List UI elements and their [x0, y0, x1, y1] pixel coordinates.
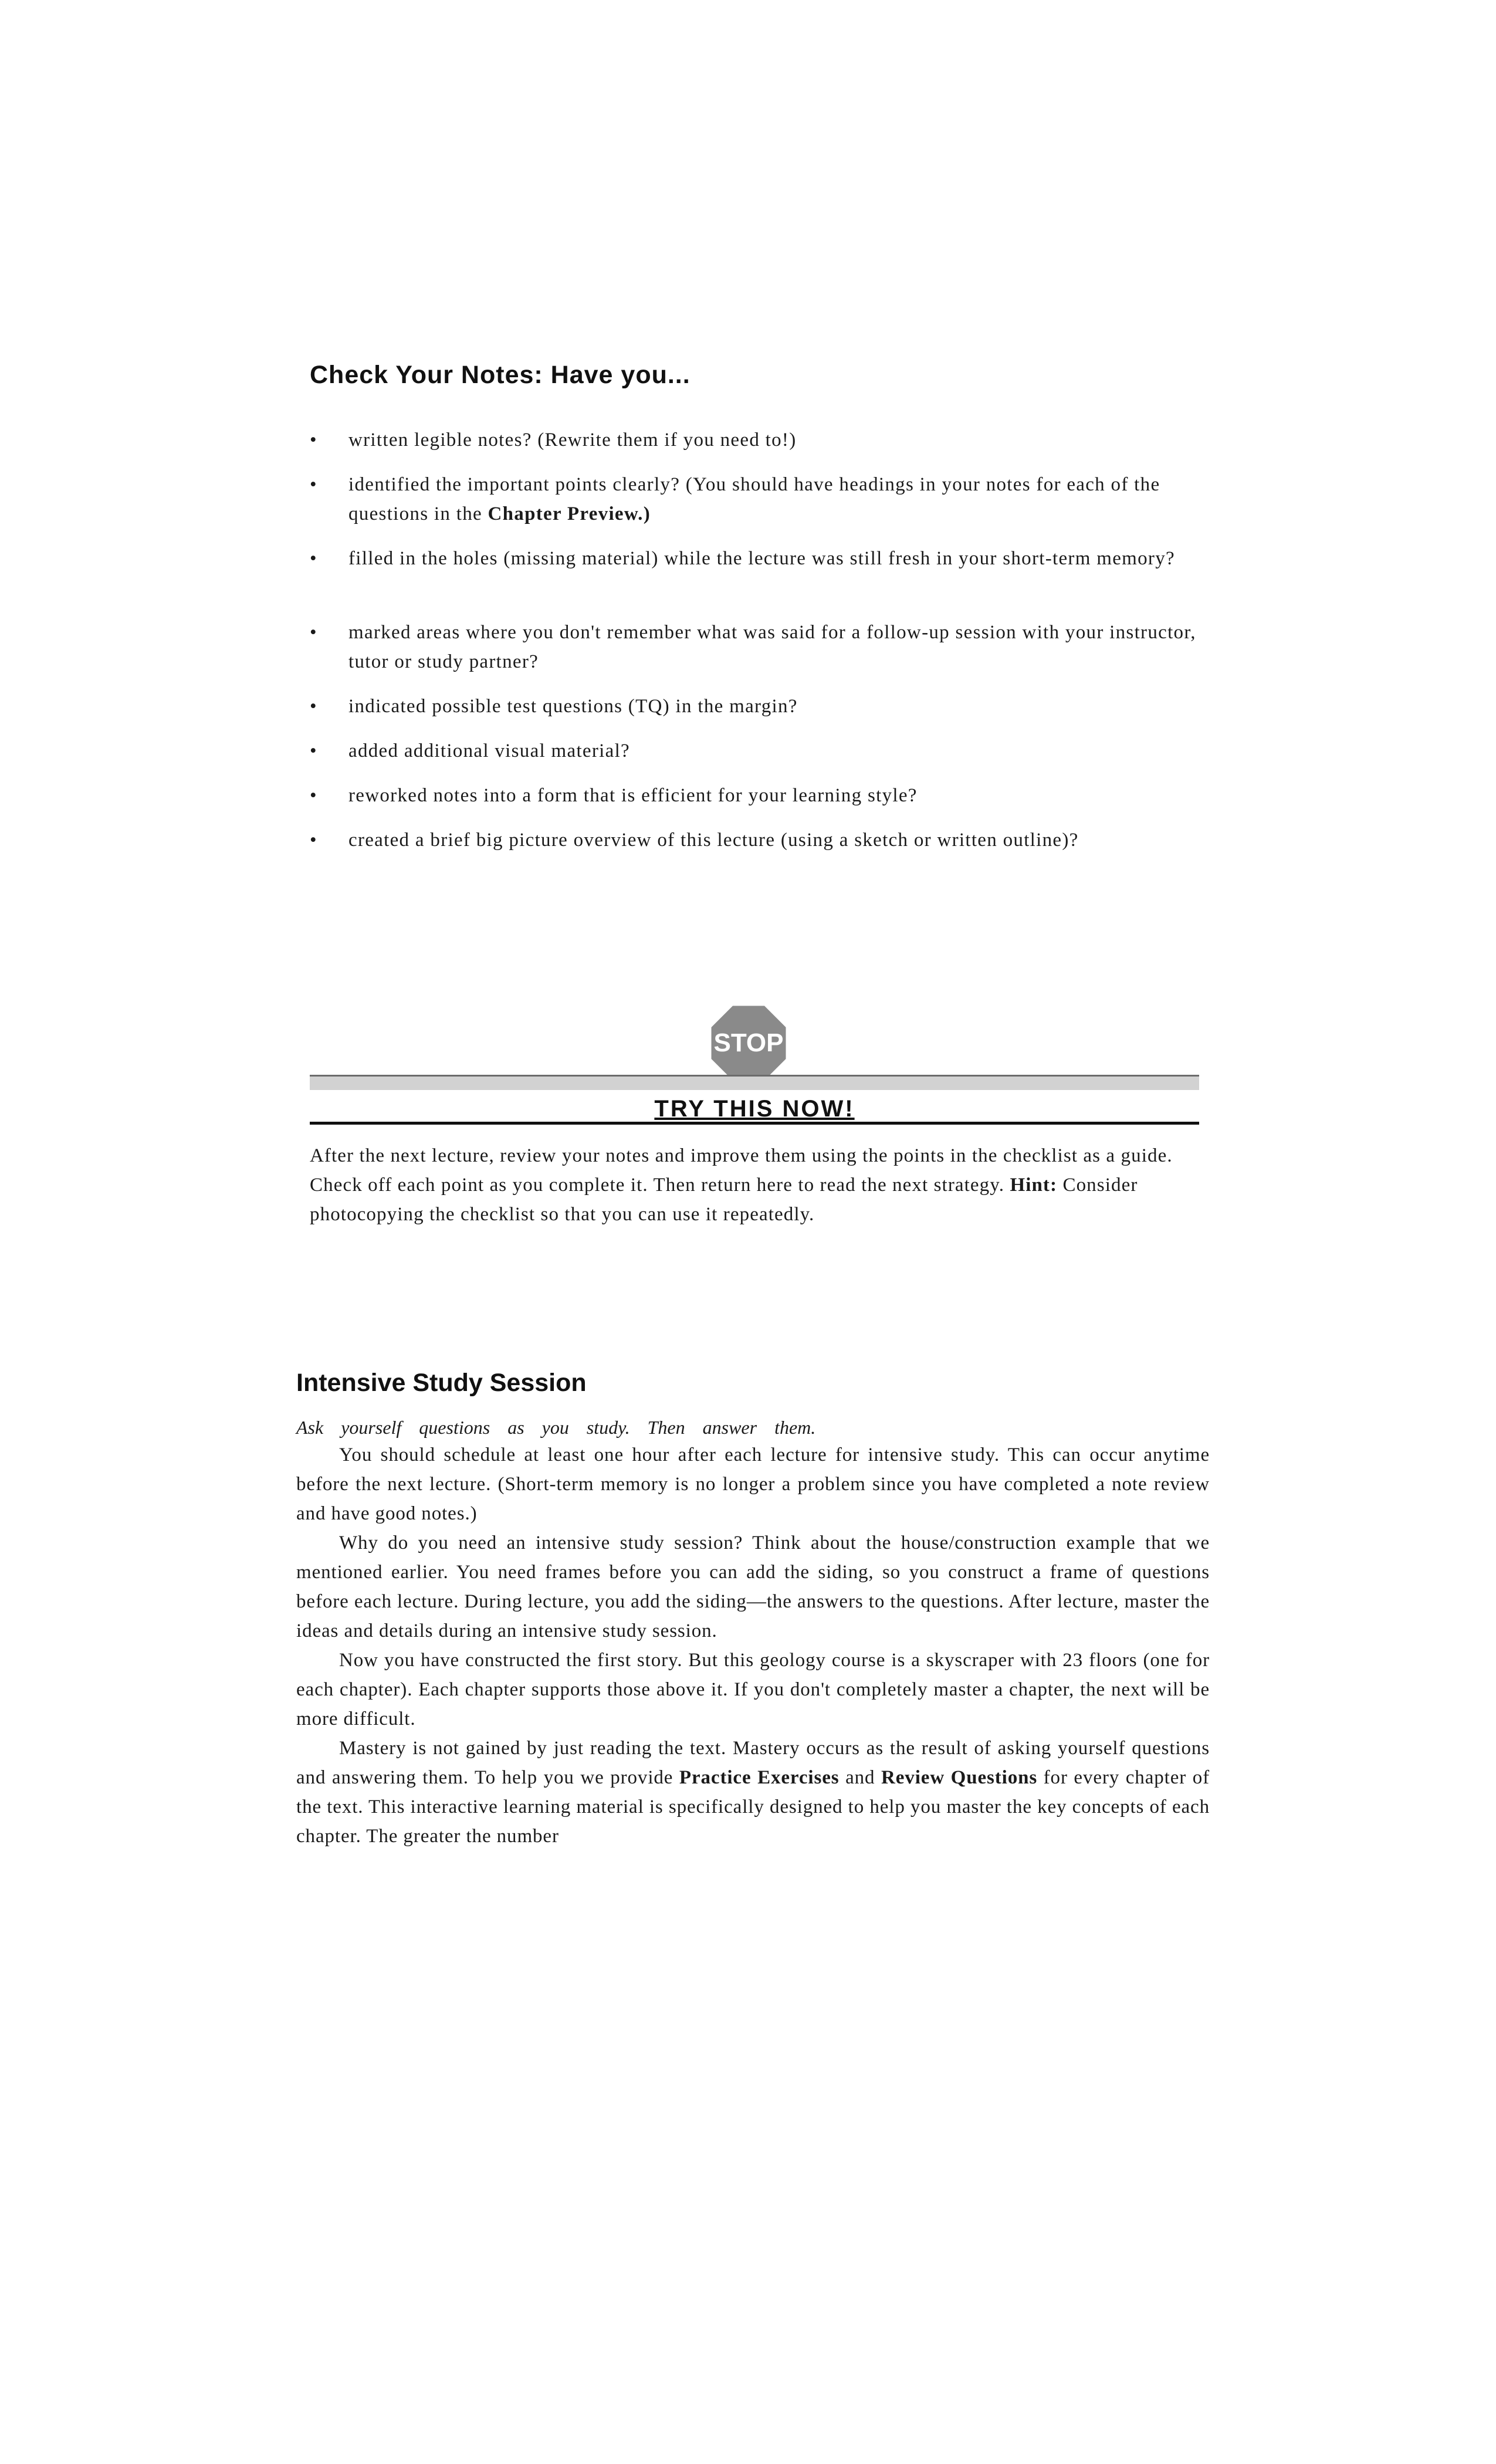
- stop-sign-label: STOP: [713, 1028, 784, 1057]
- study-paragraph-schedule: You should schedule at least one hour after each lecture for intensive study. This can occur anytime before the next lecture. (Short-term memory is no longer a problem since you have completed a note review and have good notes.): [296, 1444, 1210, 1524]
- try-this-text: After the next lecture, review your notes and improve them using the points in the checklist as a guide. Check off each point as you complete it. Then return here to read the next strategy.: [310, 1145, 1173, 1196]
- checklist-item-important-points: [310, 470, 1201, 544]
- try-this-instructions: [310, 1141, 1201, 1229]
- mastery-text: Mastery is not gained by just reading the text. Mastery occurs as the result of asking yourself questions and answering them. To help you we provide: [296, 1738, 1210, 1788]
- checklist-item-text: identified the important points clearly? (You should have headings in your notes for each of the questions in the: [348, 474, 1160, 524]
- stop-sign-icon: [709, 1003, 788, 1083]
- chapter-preview-label: Chapter Preview.): [488, 503, 651, 524]
- checklist-item-big-picture: • created a brief big picture overview of this lecture (using a sketch or written outline)?: [310, 825, 1201, 855]
- intensive-study-heading: Intensive Study Session: [296, 1369, 587, 1397]
- try-this-now-title: TRY THIS NOW!: [654, 1096, 855, 1122]
- checklist-item-marked-areas: • marked areas where you don't remember what was said for a follow-up session with your instructor, tutor or study partner?: [310, 618, 1201, 692]
- check-notes-heading: Check Your Notes: Have you...: [310, 361, 691, 389]
- checklist-item-reworked-notes: • reworked notes into a form that is efficient for your learning style?: [310, 781, 1201, 825]
- study-paragraph-mastery: [296, 1734, 1210, 1851]
- try-this-text-end: Consider photocopying the checklist so that you can use it repeatedly.: [310, 1175, 1138, 1225]
- checklist-item-legible: • written legible notes? (Rewrite them if you need to!): [310, 425, 1201, 470]
- practice-exercises-label: Practice Exercises: [679, 1767, 840, 1788]
- review-questions-label: Review Questions: [881, 1767, 1038, 1788]
- try-this-rule: [310, 1122, 1199, 1125]
- checklist-item-test-questions: • indicated possible test questions (TQ) in the margin?: [310, 692, 1201, 736]
- section-divider-bar: [310, 1075, 1199, 1090]
- hint-label: Hint:: [1010, 1175, 1058, 1196]
- mastery-and: and: [839, 1767, 882, 1788]
- study-paragraph-first-story: Now you have constructed the first story. But this geology course is a skyscraper with 23 floors (one for each chapter). Each chapter supports those above it. If you don't completely master a chapter, the next will be more difficult.: [296, 1650, 1210, 1729]
- study-paragraph-why: Why do you need an intensive study session? Think about the house/construction example that we mentioned earlier. You need frames before you can add the siding, so you construct a frame of questions before each lecture. During lecture, you add the siding—the answers to the questions. After lecture, master the ideas and details during an intensive study session.: [296, 1532, 1210, 1641]
- checklist-item-visual-material: • added additional visual material?: [310, 736, 1201, 781]
- intensive-study-subheading: Ask yourself questions as you study. Then answer them.: [296, 1417, 816, 1438]
- checklist-item-fill-holes: • filled in the holes (missing material) while the lecture was still fresh in your short-term memory?: [310, 544, 1201, 618]
- intensive-study-body: [296, 1440, 1210, 1851]
- mastery-text-end: for every chapter of the text. This interactive learning material is specifically designed to help you master the key concepts of each chapter. The greater the number: [296, 1767, 1210, 1847]
- notes-checklist: [310, 425, 1201, 855]
